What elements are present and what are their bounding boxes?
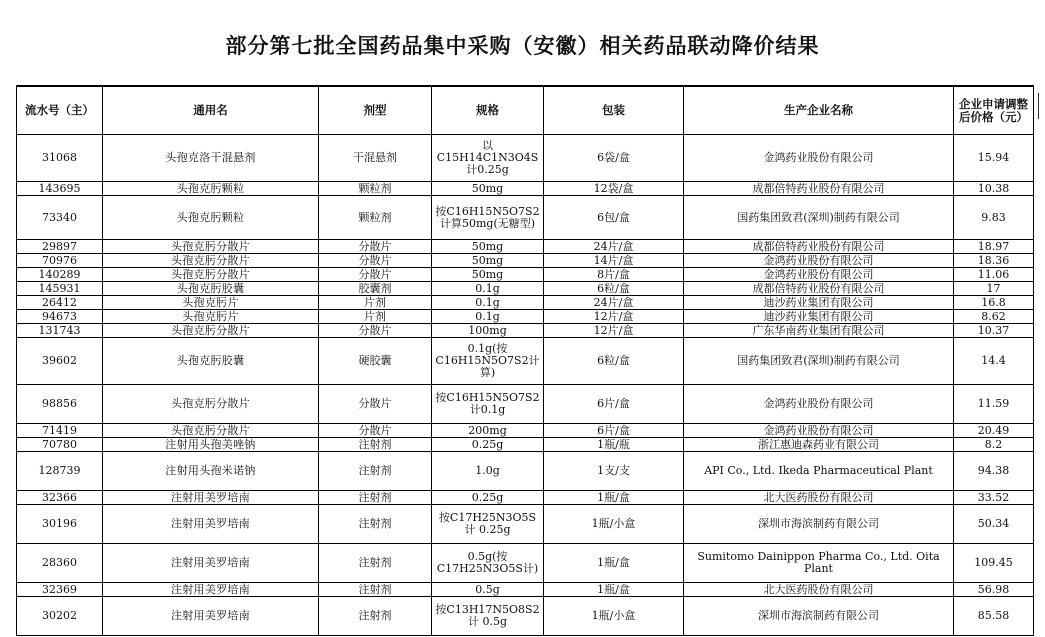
table-row: [17, 424, 1034, 438]
cell-generic-name: 注射用美罗培南: [103, 597, 319, 636]
cell-package: 1瓶/盒: [544, 491, 684, 505]
cell-price: 56.98: [954, 583, 1034, 597]
cell-dosage-form: 注射剂: [319, 597, 432, 636]
cell-dosage-form: 注射剂: [319, 583, 432, 597]
cell-manufacturer: 北大医药股份有限公司: [684, 583, 954, 597]
table-row: [17, 583, 1034, 597]
cell-serial: 70976: [17, 254, 103, 268]
cell-package: 1瓶/小盒: [544, 505, 684, 544]
cell-price: 18.97: [954, 240, 1034, 254]
cell-serial: 70780: [17, 438, 103, 452]
cell-package: 6粒/盒: [544, 282, 684, 296]
cell-package: 12片/盒: [544, 310, 684, 324]
cell-package: 12片/盒: [544, 324, 684, 338]
cell-generic-name: 注射用美罗培南: [103, 505, 319, 544]
table-row: [17, 182, 1034, 196]
cell-dosage-form: 注射剂: [319, 544, 432, 583]
cell-spec: 按C16H15N5O7S2计算50mg(无糖型): [432, 196, 544, 240]
cell-manufacturer: 成都倍特药业股份有限公司: [684, 282, 954, 296]
cell-price: 50.34: [954, 505, 1034, 544]
cell-spec: 按C17H25N3O5S计 0.25g: [432, 505, 544, 544]
cell-spec: 1.0g: [432, 452, 544, 491]
cell-dosage-form: 注射剂: [319, 505, 432, 544]
cell-generic-name: 头孢克肟分散片: [103, 254, 319, 268]
table-row: [17, 438, 1034, 452]
cell-manufacturer: 迪沙药业集团有限公司: [684, 310, 954, 324]
cell-generic-name: 头孢克肟片: [103, 310, 319, 324]
cell-spec: 50mg: [432, 182, 544, 196]
cell-manufacturer: 北大医药股份有限公司: [684, 491, 954, 505]
cell-serial: 128739: [17, 452, 103, 491]
cell-serial: 28360: [17, 544, 103, 583]
cell-package: 1瓶/瓶: [544, 438, 684, 452]
cell-generic-name: 头孢克肟分散片: [103, 268, 319, 282]
cell-spec: 按C16H15N5O7S2计0.1g: [432, 385, 544, 424]
cell-serial: 145931: [17, 282, 103, 296]
cell-price: 9.83: [954, 196, 1034, 240]
cell-package: 1瓶/盒: [544, 544, 684, 583]
cell-package: 6袋/盒: [544, 135, 684, 182]
page-title: 部分第七批全国药品集中采购（安徽）相关药品联动降价结果: [225, 34, 820, 58]
cell-manufacturer: 成都倍特药业股份有限公司: [684, 240, 954, 254]
table-row: [17, 282, 1034, 296]
cell-dosage-form: 胶囊剂: [319, 282, 432, 296]
cell-price: 20.49: [954, 424, 1034, 438]
cell-dosage-form: 分散片: [319, 385, 432, 424]
cell-spec: 50mg: [432, 268, 544, 282]
cell-price: 33.52: [954, 491, 1034, 505]
cell-package: 24片/盒: [544, 296, 684, 310]
cell-manufacturer: 金鸿药业股份有限公司: [684, 268, 954, 282]
cell-spec: 50mg: [432, 254, 544, 268]
cell-price: 15.94: [954, 135, 1034, 182]
header-dosage-form: 剂型: [319, 86, 432, 135]
cell-spec: 0.25g: [432, 491, 544, 505]
cell-generic-name: 头孢克肟分散片: [103, 324, 319, 338]
cell-manufacturer: 浙江惠迪森药业有限公司: [684, 438, 954, 452]
table-row: [17, 296, 1034, 310]
cell-dosage-form: 颗粒剂: [319, 196, 432, 240]
cell-generic-name: 注射用头孢米诺钠: [103, 452, 319, 491]
cell-serial: 29897: [17, 240, 103, 254]
cell-price: 8.62: [954, 310, 1034, 324]
cell-package: 1支/支: [544, 452, 684, 491]
cell-price: 11.59: [954, 385, 1034, 424]
cell-spec: 0.1g(按C16H15N5O7S2计算): [432, 338, 544, 385]
cell-serial: 30196: [17, 505, 103, 544]
cell-generic-name: 头孢克肟胶囊: [103, 282, 319, 296]
cell-dosage-form: 分散片: [319, 254, 432, 268]
cell-manufacturer: 国药集团致君(深圳)制药有限公司: [684, 196, 954, 240]
price-table: [16, 85, 1034, 636]
cell-package: 6片/盒: [544, 424, 684, 438]
cell-package: 6片/盒: [544, 385, 684, 424]
cell-package: 12袋/盒: [544, 182, 684, 196]
cell-dosage-form: 分散片: [319, 268, 432, 282]
cell-serial: 26412: [17, 296, 103, 310]
page-edge-mark: [1038, 93, 1043, 119]
cell-spec: 按C13H17N5O8S2计 0.5g: [432, 597, 544, 636]
table-row: [17, 597, 1034, 636]
cell-dosage-form: 硬胶囊: [319, 338, 432, 385]
cell-dosage-form: 分散片: [319, 240, 432, 254]
cell-manufacturer: API Co., Ltd. Ikeda Pharmaceutical Plant: [684, 452, 954, 491]
cell-price: 14.4: [954, 338, 1034, 385]
cell-package: 14片/盒: [544, 254, 684, 268]
cell-price: 85.58: [954, 597, 1034, 636]
cell-serial: 98856: [17, 385, 103, 424]
cell-spec: 0.1g: [432, 310, 544, 324]
cell-spec: 0.5g(按C17H25N3O5S计): [432, 544, 544, 583]
table-row: [17, 310, 1034, 324]
cell-spec: 0.25g: [432, 438, 544, 452]
cell-spec: 100mg: [432, 324, 544, 338]
cell-package: 8片/盒: [544, 268, 684, 282]
cell-serial: 94673: [17, 310, 103, 324]
cell-serial: 143695: [17, 182, 103, 196]
cell-dosage-form: 分散片: [319, 424, 432, 438]
cell-price: 17: [954, 282, 1034, 296]
cell-price: 94.38: [954, 452, 1034, 491]
cell-manufacturer: 迪沙药业集团有限公司: [684, 296, 954, 310]
cell-serial: 71419: [17, 424, 103, 438]
table-header-row: [17, 86, 1034, 135]
cell-spec: 200mg: [432, 424, 544, 438]
cell-manufacturer: 深圳市海滨制药有限公司: [684, 505, 954, 544]
cell-dosage-form: 颗粒剂: [319, 182, 432, 196]
cell-package: 6包/盒: [544, 196, 684, 240]
cell-package: 24片/盒: [544, 240, 684, 254]
cell-dosage-form: 片剂: [319, 310, 432, 324]
cell-price: 8.2: [954, 438, 1034, 452]
table-row: [17, 491, 1034, 505]
cell-serial: 30202: [17, 597, 103, 636]
cell-generic-name: 头孢克肟分散片: [103, 424, 319, 438]
cell-dosage-form: 分散片: [319, 324, 432, 338]
cell-spec: 0.5g: [432, 583, 544, 597]
header-price: 企业申请调整后价格（元）: [954, 86, 1034, 135]
table-row: [17, 544, 1034, 583]
cell-dosage-form: 注射剂: [319, 452, 432, 491]
cell-dosage-form: 注射剂: [319, 491, 432, 505]
cell-dosage-form: 干混悬剂: [319, 135, 432, 182]
header-spec: 规格: [432, 86, 544, 135]
cell-generic-name: 头孢克肟胶囊: [103, 338, 319, 385]
cell-package: 1瓶/盒: [544, 583, 684, 597]
cell-price: 16.8: [954, 296, 1034, 310]
cell-generic-name: 注射用美罗培南: [103, 544, 319, 583]
cell-serial: 32366: [17, 491, 103, 505]
cell-manufacturer: 金鸿药业股份有限公司: [684, 385, 954, 424]
table-row: [17, 338, 1034, 385]
table-row: [17, 452, 1034, 491]
cell-serial: 73340: [17, 196, 103, 240]
cell-serial: 31068: [17, 135, 103, 182]
table-row: [17, 135, 1034, 182]
cell-dosage-form: 注射剂: [319, 438, 432, 452]
header-manufacturer: 生产企业名称: [684, 86, 954, 135]
cell-generic-name: 头孢克肟分散片: [103, 240, 319, 254]
header-package: 包装: [544, 86, 684, 135]
cell-manufacturer: 金鸿药业股份有限公司: [684, 135, 954, 182]
table-row: [17, 240, 1034, 254]
cell-generic-name: 头孢克肟颗粒: [103, 196, 319, 240]
cell-package: 6粒/盒: [544, 338, 684, 385]
cell-package: 1瓶/小盒: [544, 597, 684, 636]
cell-price: 10.38: [954, 182, 1034, 196]
cell-manufacturer: 深圳市海滨制药有限公司: [684, 597, 954, 636]
cell-serial: 131743: [17, 324, 103, 338]
cell-spec: 50mg: [432, 240, 544, 254]
cell-generic-name: 头孢克肟颗粒: [103, 182, 319, 196]
cell-generic-name: 注射用头孢美唑钠: [103, 438, 319, 452]
cell-dosage-form: 片剂: [319, 296, 432, 310]
cell-price: 10.37: [954, 324, 1034, 338]
cell-generic-name: 头孢克肟片: [103, 296, 319, 310]
cell-serial: 140289: [17, 268, 103, 282]
cell-manufacturer: Sumitomo Dainippon Pharma Co., Ltd. Oita Plant: [684, 544, 954, 583]
table-row: [17, 505, 1034, 544]
cell-generic-name: 注射用美罗培南: [103, 583, 319, 597]
table-row: [17, 385, 1034, 424]
cell-spec: 0.1g: [432, 282, 544, 296]
cell-generic-name: 头孢克洛干混悬剂: [103, 135, 319, 182]
cell-price: 18.36: [954, 254, 1034, 268]
cell-generic-name: 头孢克肟分散片: [103, 385, 319, 424]
cell-manufacturer: 国药集团致君(深圳)制药有限公司: [684, 338, 954, 385]
cell-spec: 以C15H14C1N3O4S计0.25g: [432, 135, 544, 182]
cell-serial: 32369: [17, 583, 103, 597]
cell-manufacturer: 广东华南药业集团有限公司: [684, 324, 954, 338]
cell-price: 11.06: [954, 268, 1034, 282]
cell-serial: 39602: [17, 338, 103, 385]
table-row: [17, 254, 1034, 268]
table-row: [17, 324, 1034, 338]
cell-manufacturer: 成都倍特药业股份有限公司: [684, 182, 954, 196]
cell-generic-name: 注射用美罗培南: [103, 491, 319, 505]
cell-manufacturer: 金鸿药业股份有限公司: [684, 424, 954, 438]
cell-manufacturer: 金鸿药业股份有限公司: [684, 254, 954, 268]
table-row: [17, 196, 1034, 240]
header-serial: 流水号（主）: [17, 86, 103, 135]
cell-spec: 0.1g: [432, 296, 544, 310]
cell-price: 109.45: [954, 544, 1034, 583]
header-generic-name: 通用名: [103, 86, 319, 135]
table-row: [17, 268, 1034, 282]
